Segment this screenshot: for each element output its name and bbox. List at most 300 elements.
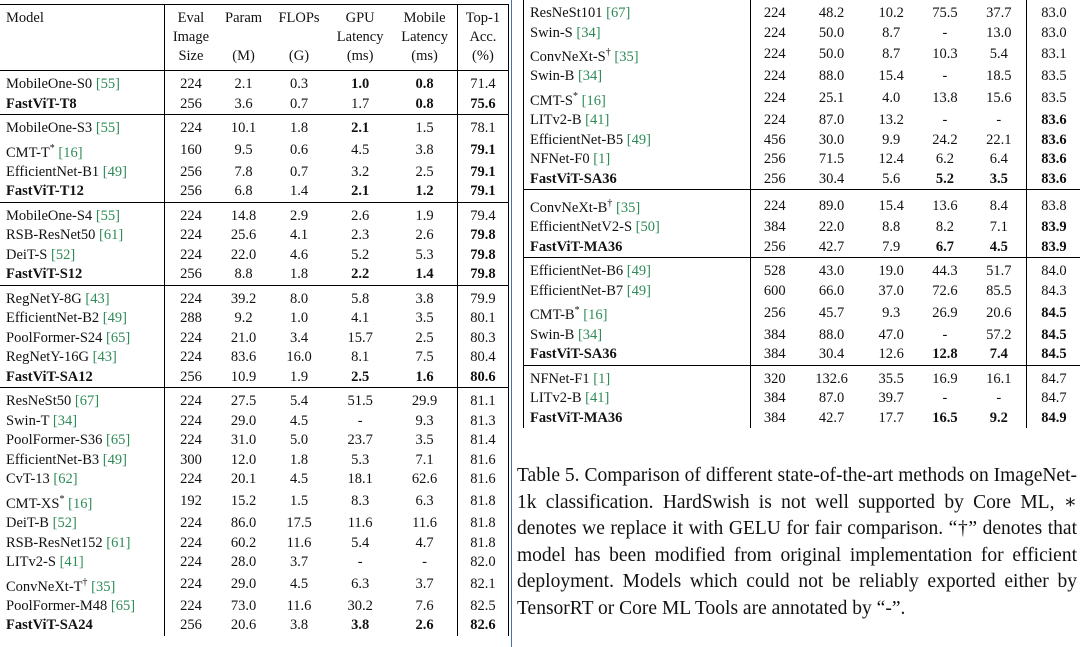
model-name-cell [524,365,750,389]
top1-acc-cell: 83.5 [1026,87,1080,111]
eval-size-cell: 384 [750,389,799,409]
model-name-cell [524,131,750,151]
table-row [524,150,1080,170]
param-cell: 89.0 [799,190,864,219]
header-eval-image-size: Eval Image Size [164,5,217,71]
header-flops: FLOPs (G) [270,5,328,71]
eval-size-cell: 224 [750,0,799,24]
eval-size-cell: 224 [164,388,217,412]
citation-link[interactable]: [34] [576,24,601,41]
citation-number: 61 [103,227,119,244]
citation-link[interactable]: [43] [92,349,117,366]
citation-link[interactable]: [41] [585,390,610,407]
model-name: Swin-S [530,24,573,41]
model-name: FastViT-T12 [6,183,84,200]
citation-link[interactable]: [41] [59,554,84,571]
table-row [0,514,508,534]
mobile-latency-cell: 6.4 [989,151,1008,168]
header-top1-acc: Top-1 Acc. (%) [457,5,508,71]
model-footnote-mark: * [572,90,578,102]
gpu-latency-cell: 18.1 [347,471,373,488]
model-name-cell [0,348,164,368]
flops-cell: 8.7 [882,24,901,41]
flops-cell: 0.6 [289,141,309,158]
eval-size-cell: 224 [164,553,217,573]
table-row [0,616,508,636]
eval-size-cell: 224 [164,202,217,226]
table-row [0,202,508,226]
gpu-latency-cell: 4.1 [351,310,370,327]
param-cell: 2.1 [217,71,270,95]
model-name-cell [0,163,164,183]
gpu-latency-cell: 8.2 [935,219,954,236]
model-name: FastViT-T8 [6,95,77,112]
eval-size-cell: 224 [164,470,217,490]
citation-link[interactable]: [55] [95,207,120,224]
param-cell: 88.0 [818,326,845,343]
top1-acc-cell: 82.0 [457,553,508,573]
flops-cell: 11.6 [286,534,312,551]
mobile-latency-cell: 2.6 [415,227,434,244]
model-name: CMT-T [6,144,50,161]
eval-size-cell: 528 [750,258,799,282]
model-name: FastViT-SA12 [6,368,93,385]
flops-cell: 8.7 [882,46,901,63]
model-name: RegNetY-8G [6,290,82,307]
eval-size-cell: 224 [164,348,217,368]
table-row [0,115,508,139]
flops-cell: 1.8 [289,451,309,468]
eval-size-cell: 320 [750,365,799,389]
citation-number: 41 [590,112,605,129]
citation-link[interactable]: [61] [106,534,131,551]
flops-cell: 12.6 [878,346,904,363]
gpu-latency-cell: 5.8 [328,285,392,309]
model-name: FastViT-SA24 [6,617,93,634]
model-name-cell [0,490,164,514]
citation-link[interactable]: [49] [626,131,651,148]
table-row [524,409,1080,429]
table-row [0,226,508,246]
table-row [0,309,508,329]
flops-cell: 47.0 [878,326,904,343]
model-name-cell [0,285,164,309]
citation-link[interactable]: [50] [635,219,660,236]
citation-number: 65 [110,432,126,449]
model-name: EfficientNet-B7 [530,282,624,299]
model-name-cell [0,470,164,490]
citation-number: 34 [582,68,598,85]
table-row [0,368,508,388]
citation-number: 52 [57,515,72,532]
citation-link[interactable]: [49] [102,163,127,180]
flops-cell: 10.2 [878,5,904,21]
param-cell: 9.2 [234,310,253,327]
model-name-cell [0,616,164,636]
param-cell: 3.6 [234,95,253,112]
eval-size-cell: 224 [164,246,217,266]
model-name-cell [524,150,750,170]
model-name-cell [0,139,164,163]
gpu-latency-cell: 5.4 [351,534,370,551]
eval-size-cell: 256 [164,182,217,202]
citation-link[interactable]: [35] [615,199,641,216]
param-cell: 30.4 [818,170,845,187]
gpu-latency-cell: 11.6 [347,515,373,532]
model-name-cell [0,431,164,451]
gpu-latency-cell: - [942,326,948,343]
model-name: ConvNeXt-S [530,48,606,65]
citation-number: 41 [64,554,79,571]
top1-acc-cell: 80.3 [457,329,508,349]
top1-acc-cell: 83.6 [1026,131,1080,151]
citation-link[interactable]: [65] [110,597,136,614]
table-row [524,389,1080,409]
model-name-cell [0,182,164,202]
model-name-cell [524,87,750,111]
model-name: RegNetY-16G [6,349,89,366]
gpu-latency-cell: 5.3 [351,451,370,468]
top1-acc-cell: 79.4 [457,202,508,226]
model-name-cell [524,301,750,325]
citation-link[interactable]: [41] [585,112,610,129]
mobile-latency-cell: 3.5 [415,310,434,327]
citation-link[interactable]: [49] [626,263,651,280]
flops-cell: 39.7 [878,390,904,407]
table-row [0,71,508,95]
mobile-latency-cell: - [996,390,1002,407]
model-name-cell [0,115,164,139]
table-row [0,182,508,202]
model-name-cell [524,282,750,302]
flops-cell: 11.6 [286,597,312,614]
citation-number: 49 [631,282,647,299]
model-name: PoolFormer-S24 [6,329,103,346]
model-name: LITv2-B [530,112,582,129]
table-row [0,490,508,514]
param-cell: 42.7 [818,238,845,255]
citation-link[interactable]: [67] [606,5,631,21]
param-cell: 66.0 [818,282,845,299]
model-name-cell [0,412,164,432]
table-row [0,597,508,617]
table-row [0,553,508,573]
top1-acc-cell: 84.7 [1026,365,1080,389]
citation-number: 16 [63,144,78,161]
model-name: Swin-B [530,68,575,85]
flops-cell: 8.8 [882,219,901,236]
gpu-latency-cell: 12.8 [932,346,958,363]
model-name-cell [0,265,164,285]
mobile-latency-cell: 3.5 [415,432,434,449]
citation-link[interactable]: [16] [58,144,83,161]
flops-cell: 4.5 [289,471,309,488]
citation-number: 49 [107,310,123,327]
citation-link[interactable]: [49] [102,310,127,327]
header-gpu-latency: GPU Latency (ms) [328,5,392,71]
citation-number: 35 [620,199,636,216]
table-row [524,190,1080,219]
citation-link[interactable]: [34] [577,68,603,85]
top1-acc-cell: 79.1 [457,163,508,183]
param-cell: 87.0 [818,112,845,129]
gpu-latency-cell: 13.8 [932,90,958,107]
gpu-latency-cell: 26.9 [932,304,958,321]
citation-link[interactable]: [1] [593,370,611,387]
param-cell: 21.0 [230,329,257,346]
citation-number: 1 [598,370,606,387]
table-caption: Table 5. Comparison of different state-of-the-art methods on ImageNet-1k classification. HardSwish is not well supported by Core ML, ∗ denotes we replace it with GELU for fair comparison. “†” denotes that model has been modified from original implementation for efficient deployment. Models which could not be reliably exported either by TensorRT or Core ML Tools are annotated by “-”. [517,465,1077,619]
model-name-cell [0,388,164,412]
citation-link[interactable]: [52] [52,515,77,532]
table-row [524,218,1080,238]
table-row [0,265,508,285]
table-row [524,111,1080,131]
param-cell: 83.6 [230,349,257,366]
gpu-latency-cell: 8.1 [351,349,370,366]
table-row [524,170,1080,190]
flops-cell: 0.3 [270,71,328,95]
eval-size-cell: 224 [164,534,217,554]
citation-link[interactable]: [34] [52,412,78,429]
gpu-latency-cell: 6.2 [935,151,954,168]
citation-link[interactable]: [55] [95,76,120,92]
table-row [524,326,1080,346]
citation-link[interactable]: [55] [95,120,120,136]
flops-cell: 1.4 [289,183,309,200]
eval-size-cell: 300 [164,451,217,471]
model-name: Swin-B [530,326,575,343]
top1-acc-cell: 78.1 [457,115,508,139]
top1-acc-cell: 75.6 [457,95,508,115]
mobile-latency-cell: 7.5 [415,349,434,366]
top1-acc-cell: 84.9 [1026,409,1080,429]
top1-acc-cell: 79.1 [457,139,508,163]
citation-number: 49 [631,263,647,280]
top1-acc-cell: 83.6 [1026,170,1080,190]
table-row [524,301,1080,325]
param-cell: 30.0 [818,131,845,148]
citation-link[interactable]: [65] [106,329,131,346]
table-row [524,0,1080,24]
citation-link[interactable]: [16] [581,92,606,109]
gpu-latency-cell: - [942,68,948,85]
flops-cell: 9.9 [882,131,901,148]
flops-cell: 4.5 [289,412,309,429]
model-name-cell [524,190,750,219]
citation-number: 35 [619,48,634,65]
param-cell: 22.0 [230,246,257,263]
citation-number: 41 [590,390,605,407]
model-name: LITv2-B [530,390,582,407]
mobile-latency-cell: 1.4 [415,266,434,283]
param-cell: 132.6 [799,365,864,389]
eval-size-cell: 288 [164,309,217,329]
citation-link[interactable]: [49] [102,451,127,468]
mobile-latency-cell: 1.2 [415,183,434,200]
citation-link[interactable]: [65] [106,432,131,449]
model-name: MobileOne-S4 [6,207,93,224]
mobile-latency-cell: 7.6 [415,597,434,614]
model-name-cell [0,71,164,95]
model-name: FastViT-SA36 [530,346,617,363]
model-footnote-mark: * [574,305,580,317]
citation-number: 49 [107,451,123,468]
gpu-latency-cell: 44.3 [918,258,972,282]
citation-number: 55 [100,76,116,92]
table-row [0,431,508,451]
top1-acc-cell: 81.6 [457,470,508,490]
citation-number: 62 [58,471,73,488]
citation-number: 35 [95,578,111,595]
top1-acc-cell: 83.0 [1026,24,1080,44]
table-row [524,258,1080,282]
flops-cell: 7.9 [882,238,901,255]
mobile-latency-cell: 6.3 [415,493,434,510]
param-cell: 39.2 [217,285,270,309]
mobile-latency-cell: 3.8 [415,141,434,158]
model-footnote-mark: † [605,47,611,58]
table-row [524,238,1080,258]
mobile-latency-cell: - [422,554,428,571]
model-name-cell [0,553,164,573]
flops-cell: 17.7 [878,409,904,426]
top1-acc-cell: 84.0 [1026,258,1080,282]
gpu-latency-cell: 30.2 [347,597,373,614]
gpu-latency-cell: 2.2 [351,266,370,283]
citation-number: 34 [57,412,73,429]
param-cell: 25.6 [230,227,257,244]
model-footnote-mark: * [59,493,65,505]
mobile-latency-cell: 4.7 [415,534,434,551]
eval-size-cell: 224 [164,597,217,617]
citation-link[interactable]: [16] [68,495,93,512]
top1-acc-cell: 81.8 [457,534,508,554]
mobile-latency-cell: 0.8 [415,95,434,112]
model-name: DeiT-S [6,246,48,263]
mobile-latency-cell: 4.5 [989,238,1008,255]
eval-size-cell: 256 [750,150,799,170]
citation-link[interactable]: [49] [626,282,651,299]
param-cell: 87.0 [818,390,845,407]
table-row [524,24,1080,44]
flops-cell: 3.7 [289,554,309,571]
citation-link[interactable]: [16] [583,307,608,324]
mobile-latency-cell: 62.6 [411,471,438,488]
mobile-latency-cell: 8.4 [972,190,1027,219]
citation-link[interactable]: [35] [91,578,116,595]
table-row [0,329,508,349]
model-name: Swin-T [6,412,50,429]
model-name: FastViT-S12 [6,266,83,283]
gpu-latency-cell: 4.5 [351,141,370,158]
flops-cell: 13.2 [878,112,904,129]
gpu-latency-cell: 1.7 [351,95,370,112]
table-row [524,345,1080,365]
eval-size-cell: 256 [750,238,799,258]
eval-size-cell: 224 [750,111,799,131]
param-cell: 50.0 [818,24,845,41]
column-divider [511,0,512,647]
citation-link[interactable]: [52] [50,246,76,263]
citation-link[interactable]: [62] [53,471,78,488]
mobile-latency-cell: 5.3 [415,246,434,263]
citation-link[interactable]: [34] [577,326,603,343]
eval-size-cell: 256 [164,616,217,636]
gpu-latency-cell: - [357,412,363,429]
gpu-latency-cell: - [942,24,948,41]
model-name: EfficientNetV2-S [530,219,633,236]
top1-acc-cell: 82.1 [457,573,508,597]
model-name: ConvNeXt-T [6,578,83,595]
mobile-latency-cell: 85.5 [986,282,1012,299]
gpu-latency-cell: 13.6 [918,190,972,219]
param-cell: 10.9 [230,368,257,385]
eval-size-cell: 224 [164,329,217,349]
eval-size-cell: 224 [164,514,217,534]
gpu-latency-cell: - [357,554,363,571]
model-name-cell [524,345,750,365]
model-name: NFNet-F1 [530,370,590,387]
top1-acc-cell: 83.6 [1026,111,1080,131]
gpu-latency-cell: 1.0 [328,71,392,95]
citation-link[interactable]: [35] [614,48,639,65]
header-mobile-latency: Mobile Latency (ms) [392,5,457,71]
eval-size-cell: 224 [164,412,217,432]
flops-cell: 1.0 [289,310,309,327]
citation-number: 34 [582,326,598,343]
top1-acc-cell: 81.1 [457,388,508,412]
model-name-cell [524,0,750,24]
top1-acc-cell: 84.3 [1026,282,1080,302]
mobile-latency-cell: - [996,112,1002,129]
flops-cell: 9.3 [882,304,901,321]
eval-size-cell: 224 [750,87,799,111]
flops-cell: 0.7 [289,163,309,180]
top1-acc-cell: 81.8 [457,514,508,534]
citation-link[interactable]: [43] [85,290,110,307]
model-name: CMT-XS [6,495,60,512]
citation-number: 49 [107,163,123,180]
model-name-cell [0,202,164,226]
param-cell: 86.0 [230,515,257,532]
model-name: RSB-ResNet50 [6,227,96,244]
table-row [0,534,508,554]
model-name: FastViT-SA36 [530,170,617,187]
gpu-latency-cell: 51.5 [328,388,392,412]
eval-size-cell: 256 [164,265,217,285]
citation-link[interactable]: [61] [99,227,124,244]
eval-size-cell: 256 [750,170,799,190]
flops-cell: 37.0 [878,282,904,299]
param-cell: 45.7 [818,304,845,321]
top1-acc-cell: 81.3 [457,412,508,432]
top1-acc-cell: 80.6 [457,368,508,388]
top1-acc-cell: 80.1 [457,309,508,329]
eval-size-cell: 256 [164,163,217,183]
eval-size-cell: 224 [164,285,217,309]
header-model: Model [0,5,164,71]
table-row [0,163,508,183]
flops-cell: 8.0 [270,285,328,309]
gpu-latency-cell: 16.9 [918,365,972,389]
model-name: FastViT-MA36 [530,238,623,255]
top1-acc-cell: 79.8 [457,246,508,266]
flops-cell: 19.0 [864,258,918,282]
mobile-latency-cell: 7.1 [989,219,1008,236]
citation-link[interactable]: [67] [74,393,100,410]
citation-link[interactable]: [1] [593,151,611,168]
